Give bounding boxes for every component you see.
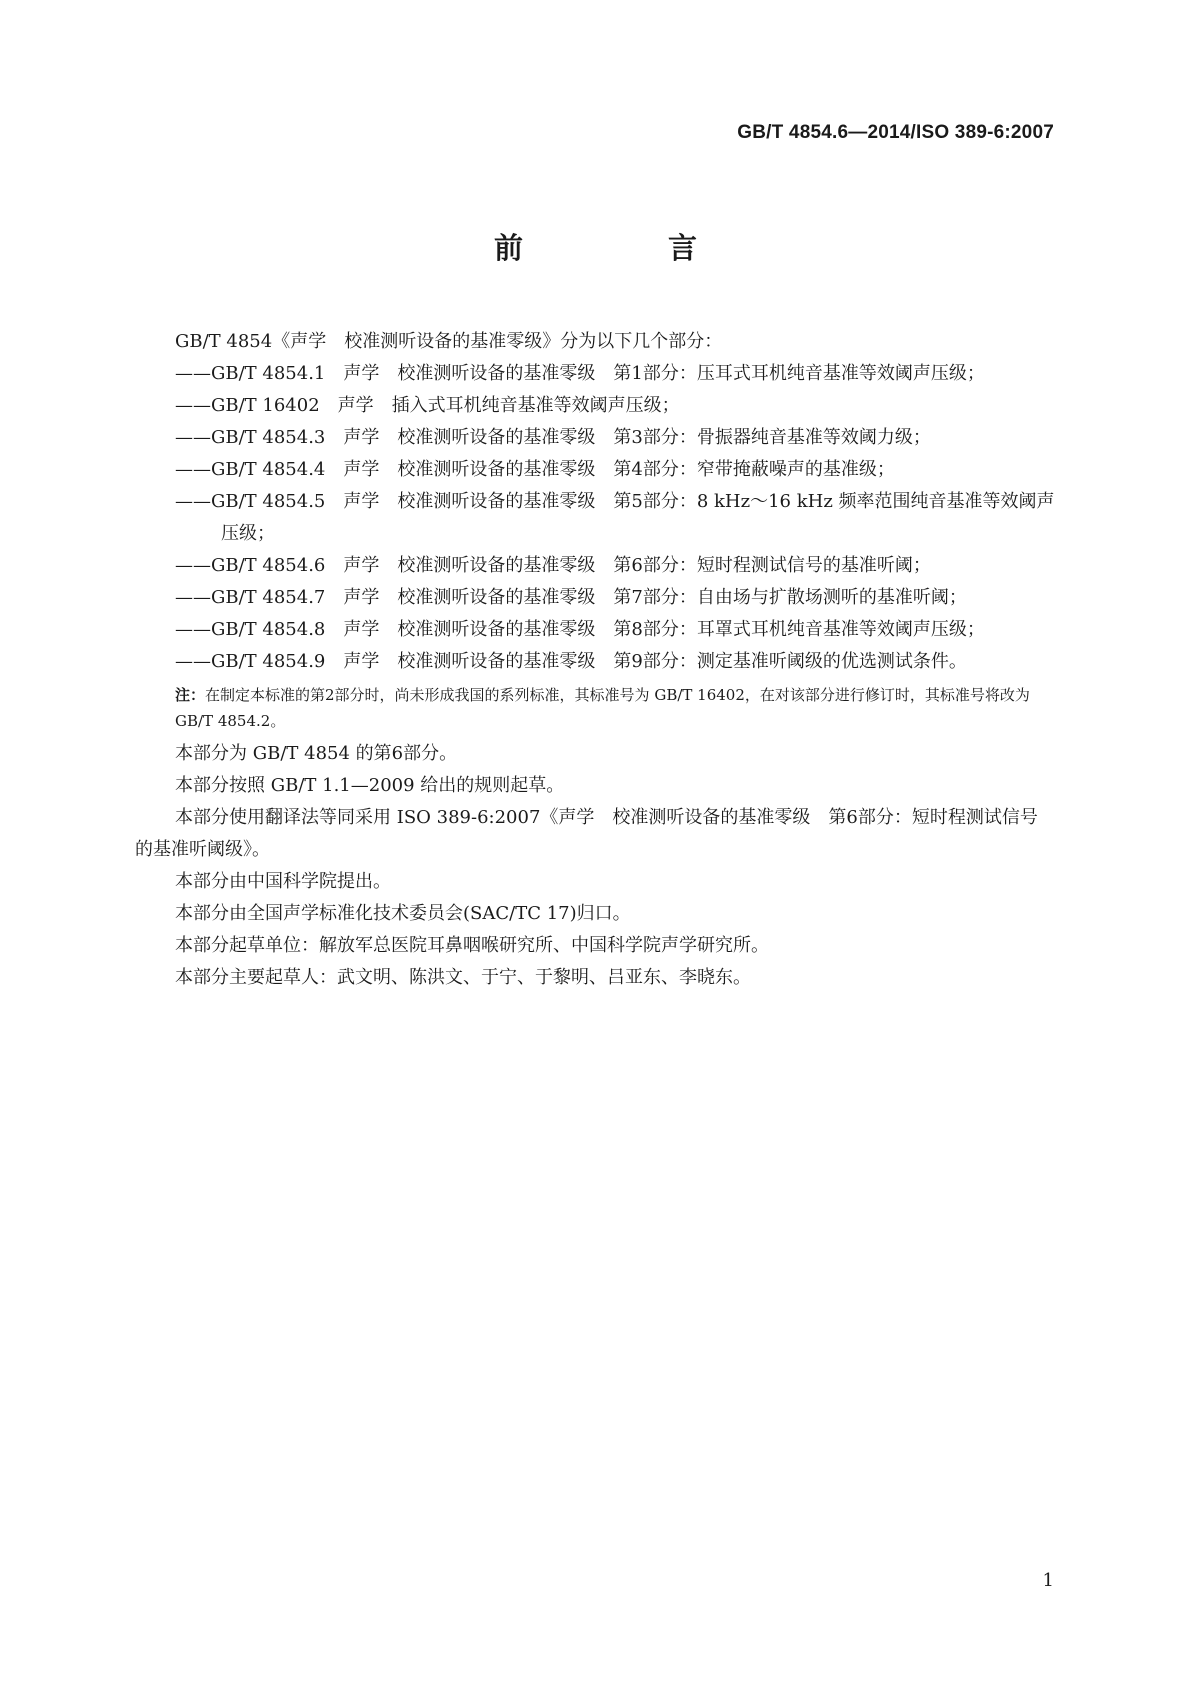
list-item: ——GB/T 4854.3 声学 校准测听设备的基准零级 第3部分：骨振器纯音基准等效阈力级； [175, 427, 931, 448]
paragraph: 本部分使用翻译法等同采用 ISO 389-6:2007《声学 校准测听设备的基准零级 第6部分：短时程测试信号的基准听阈级》。 [135, 807, 1038, 860]
paragraph: 本部分由全国声学标准化技术委员会(SAC/TC 17)归口。 [175, 903, 631, 924]
paragraph: 本部分主要起草人：武文明、陈洪文、于宁、于黎明、吕亚东、李晓东。 [175, 967, 751, 988]
paragraph: 本部分由中国科学院提出。 [175, 871, 391, 892]
paragraph: 本部分为 GB/T 4854 的第6部分。 [175, 743, 458, 764]
paragraph: 本部分起草单位：解放军总医院耳鼻咽喉研究所、中国科学院声学研究所。 [175, 935, 769, 956]
list-item: ——GB/T 4854.8 声学 校准测听设备的基准零级 第8部分：耳罩式耳机纯音基准等效阈声压级； [175, 619, 985, 640]
list-item: ——GB/T 4854.5 声学 校准测听设备的基准零级 第5部分：8 kHz～16 kHz 频率范围纯音基准等效阈声压级； [175, 491, 1055, 544]
list-item: ——GB/T 4854.6 声学 校准测听设备的基准零级 第6部分：短时程测试信号的基准听阈； [175, 555, 931, 576]
list-item: ——GB/T 4854.1 声学 校准测听设备的基准零级 第1部分：压耳式耳机纯音基准等效阈声压级； [175, 363, 985, 384]
foreword-body [135, 326, 1055, 994]
page-title: 前 言 [493, 231, 755, 265]
standard-code-header: GB/T 4854.6—2014/ISO 389-6:2007 [737, 122, 1054, 143]
note-text: 在制定本标准的第2部分时，尚未形成我国的系列标准，其标准号为 GB/T 16402，在对该部分进行修订时，其标准号将改为 GB/T 4854.2。 [175, 686, 1030, 730]
list-item: ——GB/T 16402 声学 插入式耳机纯音基准等效阈声压级； [175, 395, 680, 416]
page-number: 1 [1042, 1570, 1054, 1591]
note-label: 注： [175, 686, 206, 704]
intro-paragraph: GB/T 4854《声学 校准测听设备的基准零级》分为以下几个部分： [175, 331, 723, 352]
list-item: ——GB/T 4854.4 声学 校准测听设备的基准零级 第4部分：窄带掩蔽噪声的基准级； [175, 459, 895, 480]
list-item: ——GB/T 4854.9 声学 校准测听设备的基准零级 第9部分：测定基准听阈级的优选测试条件。 [175, 651, 967, 672]
list-item: ——GB/T 4854.7 声学 校准测听设备的基准零级 第7部分：自由场与扩散场测听的基准听阈； [175, 587, 967, 608]
paragraph: 本部分按照 GB/T 1.1—2009 给出的规则起草。 [175, 775, 565, 796]
note [135, 678, 1055, 738]
parts-list [135, 358, 1055, 678]
